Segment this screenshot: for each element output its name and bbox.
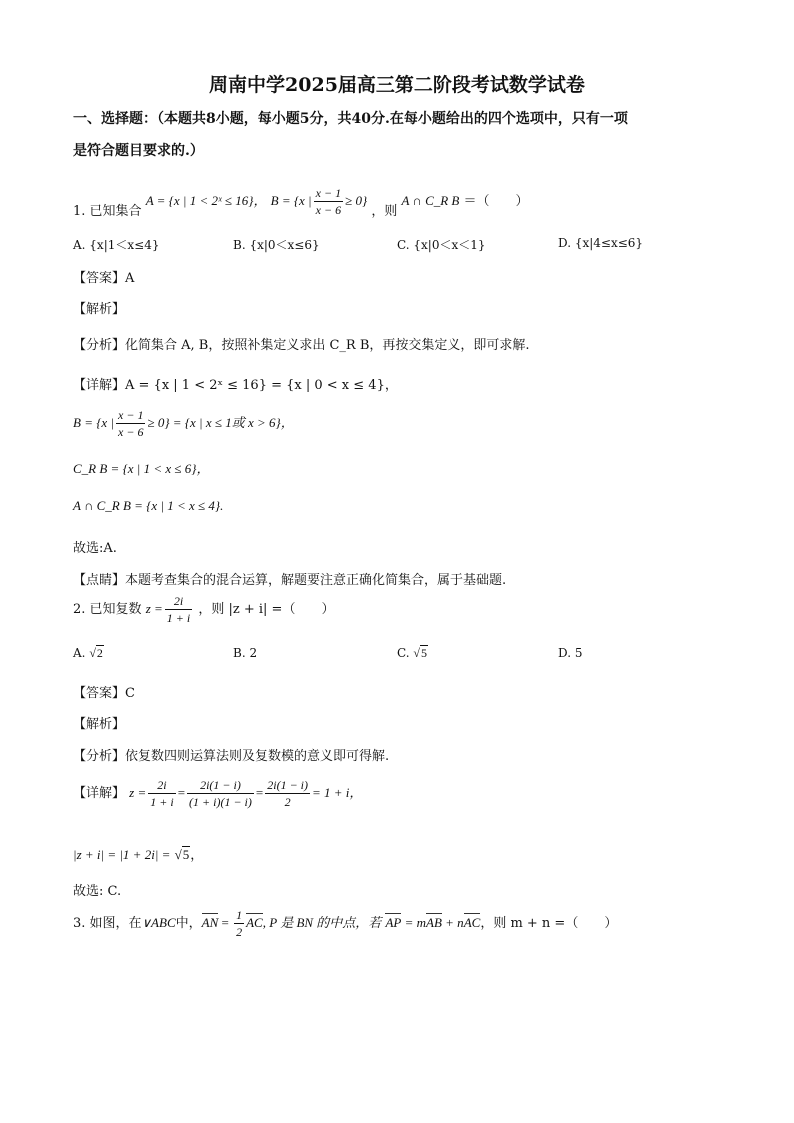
q2-frac-2-den: (1 + i)(1 − i) <box>189 795 252 809</box>
q2-z-num: 2i <box>165 594 192 610</box>
q3-eq-m: = m <box>401 915 427 930</box>
question-1 <box>73 186 529 217</box>
q2-modulus <box>73 844 203 863</box>
q2-frac-3 <box>265 778 310 809</box>
q1-prefix: 1. 已知集合 <box>73 204 142 219</box>
q2-frac-3-num: 2i(1 − i) <box>267 778 308 792</box>
q3-p-text: , P 是 BN 的中点，若 <box>262 915 382 930</box>
q1-option-b: B. {x|0＜x≤6} <box>233 238 320 252</box>
q2-z-fraction <box>165 594 192 625</box>
q2-prefix: 2. 已知复数 <box>73 602 142 617</box>
q1-detail-1: 【详解】A = {x | 1 < 2ˣ ≤ 16} = {x | 0 < x ≤ 4}， <box>73 378 398 393</box>
q2-option-d: D. 5 <box>558 646 583 660</box>
q2-option-a-sqrt: √2 <box>89 646 103 660</box>
q2-option-a <box>73 646 104 661</box>
q1-set-b-num: x − 1 <box>315 186 342 200</box>
q3-half-den: 2 <box>236 925 243 939</box>
q2-fenxi: 【分析】依复数四则运算法则及复数模的意义即可得解. <box>73 749 390 764</box>
q3-mid: 中， <box>175 916 202 931</box>
question-2 <box>73 594 334 625</box>
q2-option-a-radicand: 2 <box>96 646 103 660</box>
q2-option-c-radicand: 5 <box>421 646 427 660</box>
q3-eq: = <box>218 915 233 930</box>
q2-option-c-label: C. <box>397 646 410 660</box>
q1-detail-2-fraction <box>116 408 145 439</box>
q1-detail-2-suffix: ≥ 0} = {x | x ≤ 1或 x > 6}， <box>147 415 294 430</box>
q3-vector-an: AN <box>201 915 219 930</box>
q2-mod-radicand: 5 <box>182 847 190 862</box>
q3-vector-ac: AC <box>246 915 263 930</box>
section-heading-line1: 一、选择题：（本题共8小题，每小题5分，共40分.在每小题给出的四个选项中，只有一项 <box>73 111 628 127</box>
q1-detail-2-den: x − 6 <box>118 425 144 439</box>
q1-detail-4: A ∩ C_R B = {x | 1 < x ≤ 4}. <box>73 498 224 513</box>
q1-ask-suffix: ＝（ ） <box>463 194 529 209</box>
q1-detail-2-num: x − 1 <box>118 408 144 422</box>
q2-option-a-label: A. <box>73 646 86 660</box>
q2-frac-3-den: 2 <box>284 795 291 809</box>
q2-mod-suffix: ， <box>190 848 204 863</box>
q1-analysis-label: 【解析】 <box>73 302 126 317</box>
q1-set-a: A = {x | 1 < 2ˣ ≤ 16}， <box>145 193 267 208</box>
q1-detail-3: C_R B = {x | 1 < x ≤ 6}， <box>73 461 210 476</box>
question-3 <box>73 908 617 939</box>
section-heading-line2: 是符合题目要求的.） <box>73 143 204 159</box>
q1-option-d: D. {x|4≤x≤6} <box>558 236 644 250</box>
q2-detail-lhs: z = <box>129 785 147 800</box>
q2-choose: 故选: C. <box>73 884 122 899</box>
q3-vector-ap: AP <box>385 915 402 930</box>
q1-answer: 【答案】A <box>73 271 135 286</box>
q3-triangle: ∨ABC <box>141 915 176 930</box>
q3-plus-n: + n <box>441 915 464 930</box>
q3-half-num: 1 <box>236 908 243 922</box>
q3-vector-ab: AB <box>426 915 442 930</box>
q2-detail-label: 【详解】 <box>73 786 126 801</box>
q1-set-b-suffix: ≥ 0} <box>345 193 368 208</box>
q2-detail-tail: = 1 + i， <box>312 785 363 800</box>
q2-ask: ，则 |z + i| =（ ） <box>198 602 335 617</box>
q3-vector-ac-2: AC <box>463 915 481 930</box>
q2-option-b: B. 2 <box>233 646 258 660</box>
q1-choose: 故选:A. <box>73 541 117 556</box>
q2-option-c-sqrt: √5 <box>413 646 427 660</box>
q1-option-c: C. {x|0＜x＜1} <box>397 238 486 252</box>
q1-set-b-fraction <box>314 186 343 217</box>
q1-detail-2-prefix: B = {x | <box>73 415 115 430</box>
q3-half-fraction <box>234 908 244 939</box>
q1-detail-2 <box>73 408 294 439</box>
q1-set-b-den: x − 6 <box>315 203 342 217</box>
q2-z-den: 1 + i <box>166 611 191 625</box>
q1-fenxi: 【分析】化简集合 A, B，按照补集定义求出 C_R B，再按交集定义，即可求解. <box>73 338 530 353</box>
q1-ask-expr: A ∩ C_R B <box>401 193 460 208</box>
q2-detail <box>73 778 362 809</box>
q1-dianjing: 【点睛】本题考查集合的混合运算，解题要注意正确化简集合，属于基础题. <box>73 573 507 588</box>
q3-ask: ，则 m + n =（ ） <box>480 916 618 931</box>
q2-analysis-label: 【解析】 <box>73 717 126 732</box>
q2-mod-sqrt: √5 <box>174 847 190 862</box>
q1-set-b-prefix: B = {x | <box>270 193 312 208</box>
q1-ask-prefix: ，则 <box>371 204 398 219</box>
q2-answer: 【答案】C <box>73 686 135 701</box>
q2-eq-2: = <box>255 785 264 800</box>
q2-frac-1 <box>148 778 175 809</box>
q2-frac-1-num: 2i <box>148 778 175 794</box>
q2-eq-1: = <box>177 785 186 800</box>
q3-prefix: 3. 如图，在 <box>73 916 142 931</box>
q2-mod-prefix: |z + i| = |1 + 2i| = <box>73 847 171 862</box>
q2-z-lhs: z = <box>145 601 163 616</box>
q2-option-c <box>397 646 428 661</box>
page-title: 周南中学2025届高三第二阶段考试数学试卷 <box>209 74 585 96</box>
q2-frac-2 <box>187 778 254 809</box>
q1-option-a: A. {x|1＜x≤4} <box>73 238 160 252</box>
q2-frac-1-den: 1 + i <box>150 795 174 809</box>
q2-frac-2-num: 2i(1 − i) <box>187 778 254 794</box>
